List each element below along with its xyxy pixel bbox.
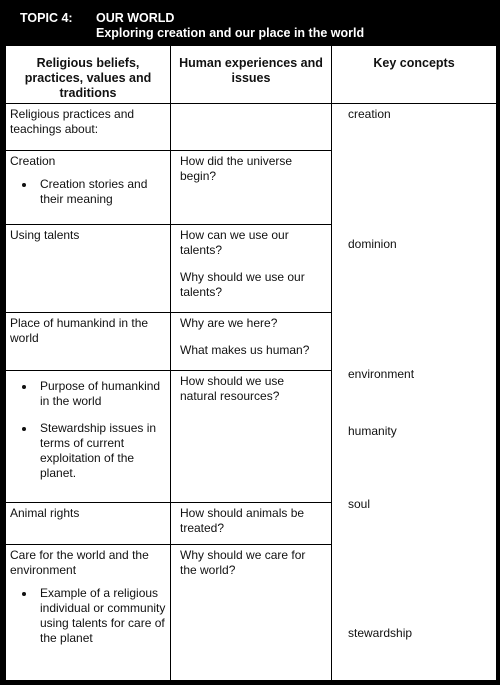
- key-concept: dominion: [348, 237, 397, 251]
- key-concept: environment: [348, 367, 415, 381]
- table-row-experiences: [176, 545, 328, 581]
- question-text: How did the universe begin?: [180, 154, 293, 183]
- bullet-item: Stewardship issues in terms of current exploitation of the planet.: [10, 421, 166, 481]
- bullet-item: Purpose of humankind in the world: [10, 379, 166, 409]
- key-concept: humanity: [348, 424, 397, 438]
- beliefs-text: Using talents: [10, 228, 80, 242]
- table-row-beliefs: [6, 225, 170, 246]
- topic-header: [0, 0, 500, 46]
- table-row-experiences: [176, 151, 328, 187]
- bullet-item: Example of a religious individual or community using talents for care of the planet: [10, 586, 166, 646]
- curriculum-table: [6, 46, 496, 680]
- table-row-experiences: [176, 371, 328, 407]
- key-concept: stewardship: [348, 626, 413, 640]
- beliefs-text: Creation: [10, 154, 56, 168]
- beliefs-text: Animal rights: [10, 506, 80, 520]
- table-row-beliefs: [6, 313, 170, 349]
- table-row-beliefs: [6, 503, 170, 524]
- table-row-experiences: [176, 313, 328, 361]
- table-row-beliefs: [6, 104, 170, 140]
- table-row-experiences: [176, 225, 328, 303]
- topic-number: TOPIC 4:: [20, 11, 73, 25]
- column-header-beliefs: Religious beliefs, practices, values and traditions: [24, 56, 152, 100]
- table-row-beliefs: [6, 151, 170, 210]
- beliefs-text: Place of humankind in the world: [10, 316, 149, 345]
- table-row-experiences: [176, 503, 328, 539]
- column-divider: [170, 46, 171, 680]
- column-header-key-concepts: Key concepts: [373, 56, 455, 70]
- beliefs-text: Religious practices and teachings about:: [10, 107, 135, 136]
- table-row-beliefs: [6, 545, 170, 649]
- topic-subtitle: Exploring creation and our place in the world: [96, 26, 365, 40]
- beliefs-text: Care for the world and the environment: [10, 548, 149, 577]
- key-concept: creation: [348, 107, 391, 121]
- question-text: How should we use natural resources?: [180, 374, 285, 403]
- question-text: What makes us human?: [180, 343, 310, 357]
- question-text: Why should we care for the world?: [180, 548, 306, 577]
- key-concept: soul: [348, 497, 371, 511]
- question-text: How should animals be treated?: [180, 506, 305, 535]
- question-text: Why should we use our talents?: [180, 270, 305, 299]
- column-header-experiences: Human experiences and issues: [179, 56, 323, 85]
- question-text: How can we use our talents?: [180, 228, 289, 257]
- question-text: Why are we here?: [180, 316, 278, 330]
- topic-title: OUR WORLD: [96, 11, 175, 25]
- column-divider: [331, 46, 332, 680]
- table-row-beliefs: [6, 368, 170, 484]
- bullet-item: Creation stories and their meaning: [10, 177, 166, 207]
